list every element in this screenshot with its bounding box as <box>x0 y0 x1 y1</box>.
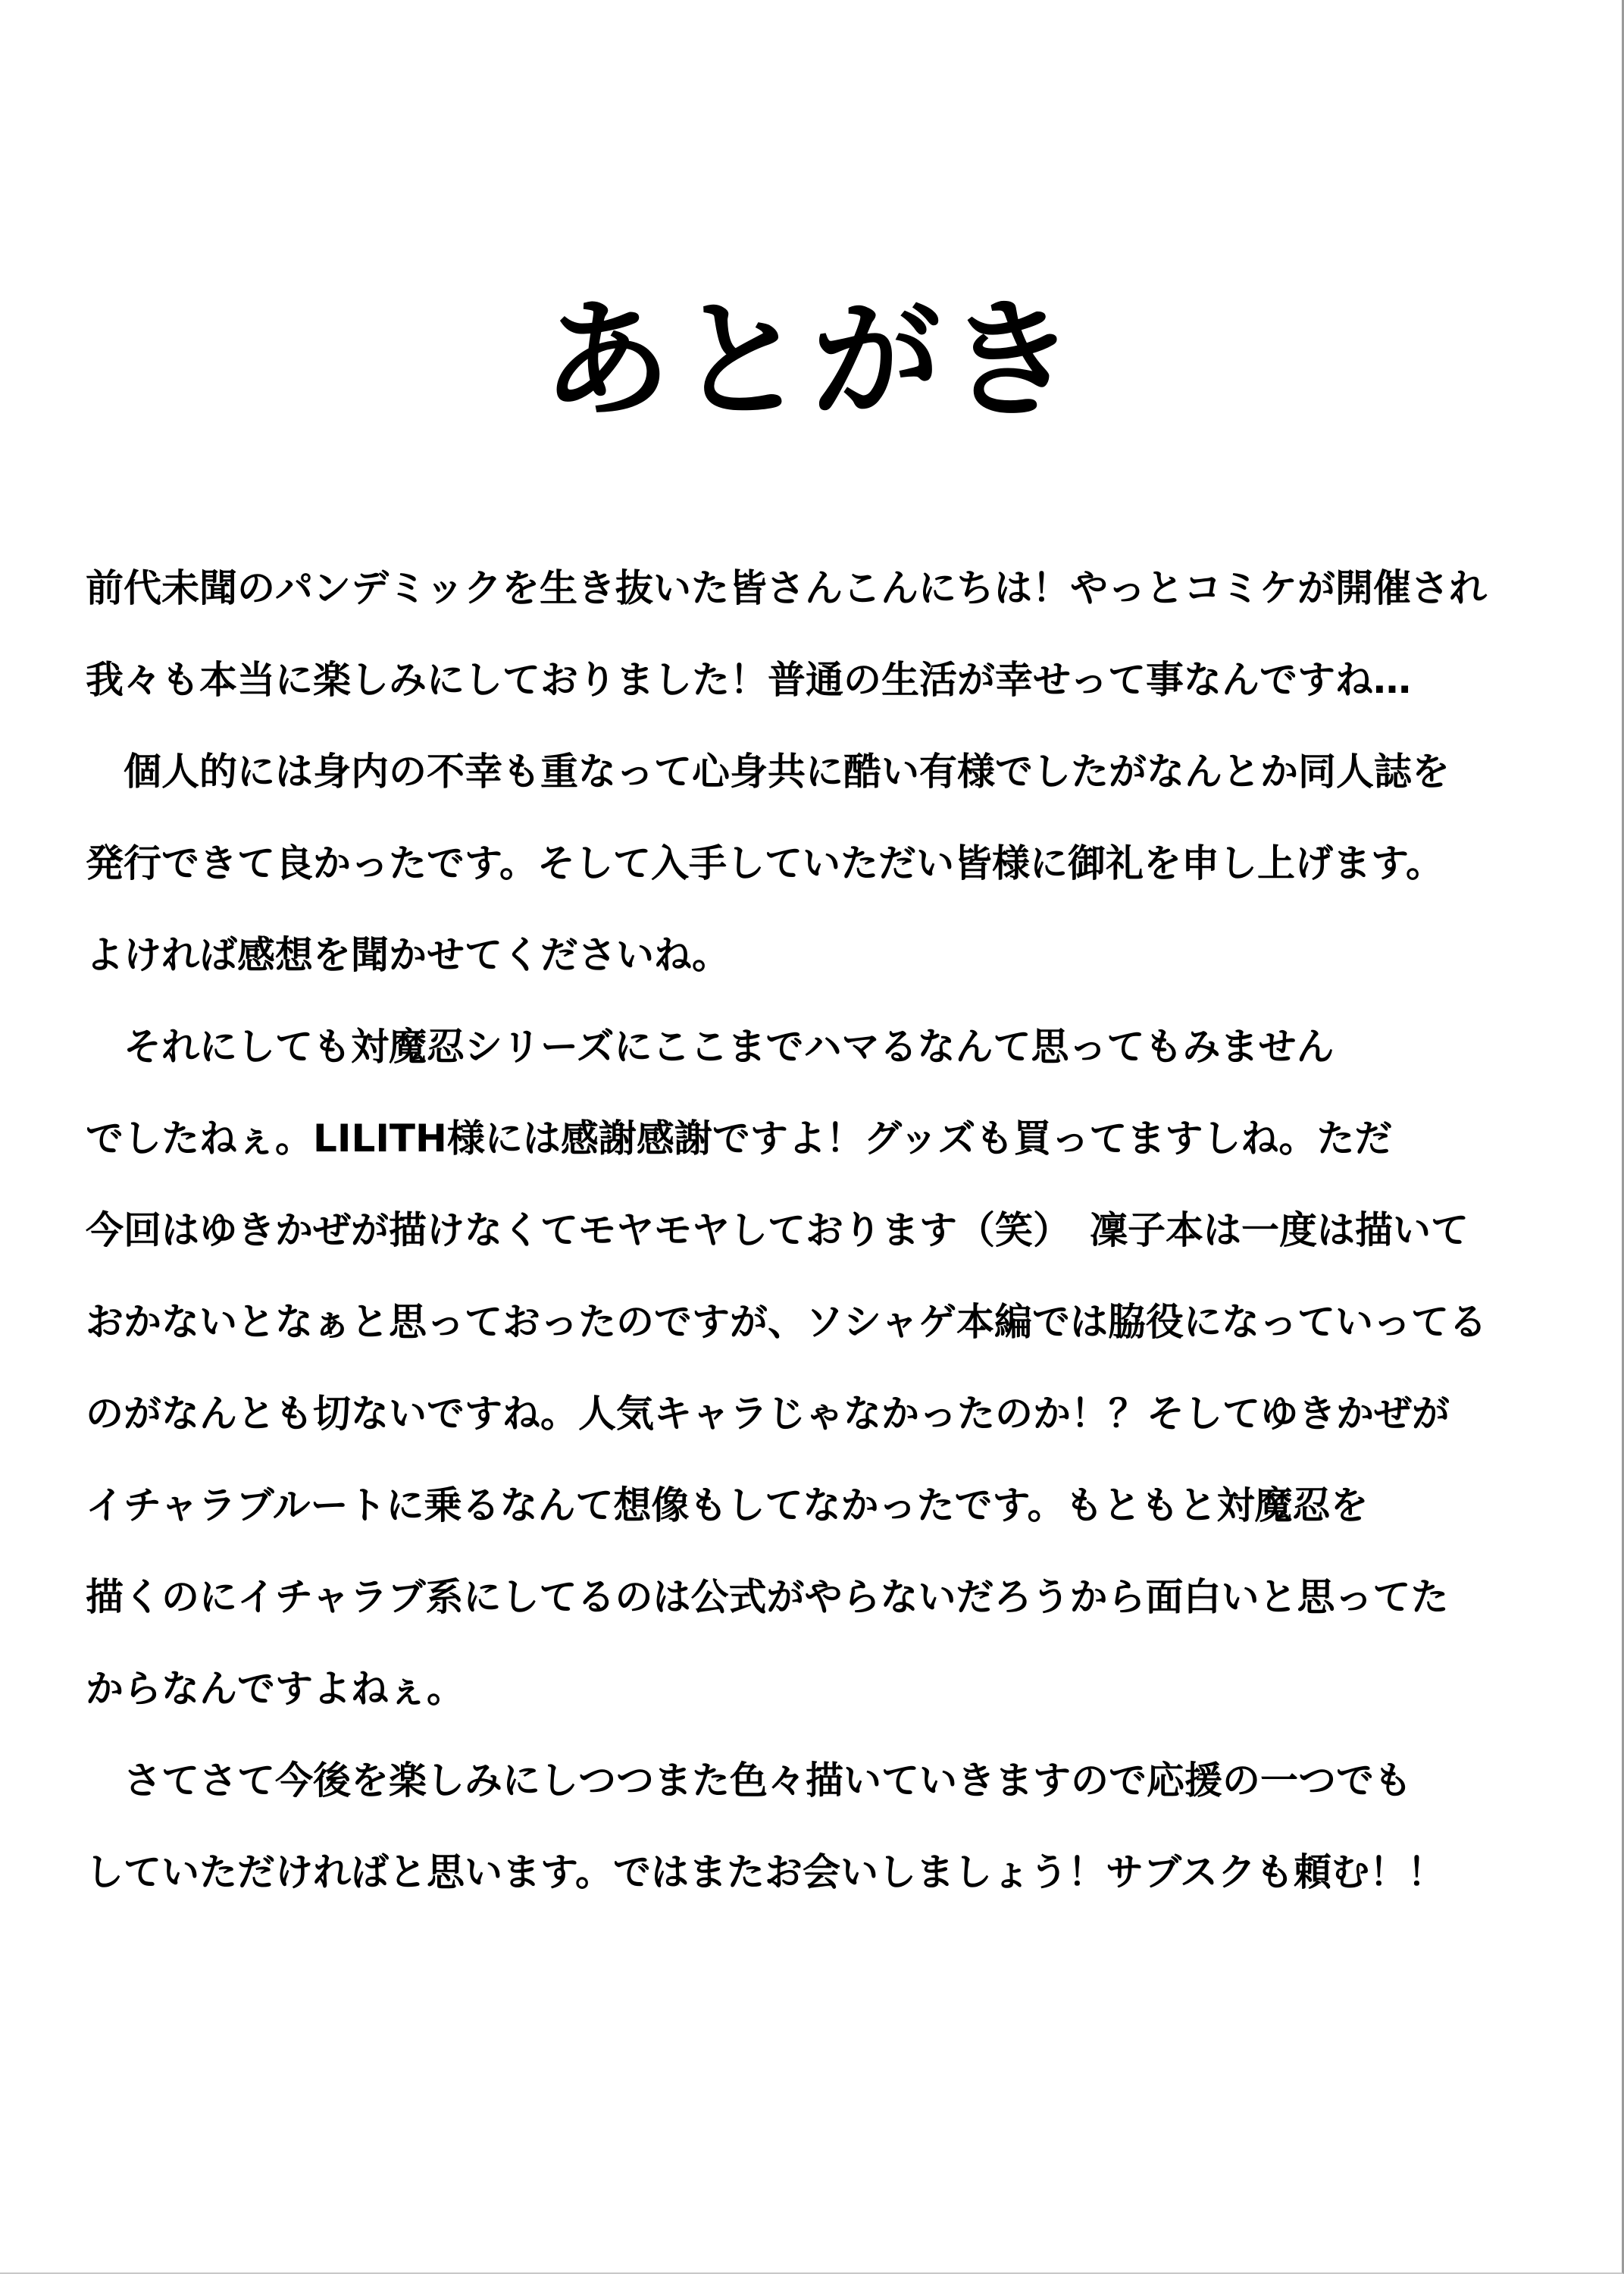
text-line: 今回はゆきかぜが描けなくてモヤモヤしております（笑） 凜子本は一度は描いて <box>86 1208 1469 1252</box>
text-line: でしたねぇ。LILITH様には感謝感謝ですよ！グッズも買ってますしね。ただ <box>86 1117 1393 1160</box>
afterword-body <box>86 563 1548 1939</box>
text-line: それにしても対魔忍シリーズにここまでハマるなんて思ってもみません <box>86 1025 1335 1069</box>
text-line: 我々も本当に楽しみにしておりました！普通の生活が幸せって事なんですね… <box>86 658 1411 702</box>
text-line: おかないとなぁと思っておったのですが、ソシャゲ本編では脇役になっていってる <box>86 1300 1487 1344</box>
text-line: からなんですよねぇ。 <box>86 1667 465 1711</box>
text-line: 前代未聞のパンデミックを生き抜いた皆さんこんにちは！やっとコミケが開催され <box>86 566 1487 610</box>
text-line: していただければと思います。ではまたお会いしましょう！サブスクも頼む！！ <box>86 1850 1445 1894</box>
text-line: 個人的には身内の不幸も重なって心身共に酷い有様でしたがなんとか同人誌を <box>86 750 1450 794</box>
text-line: 発行できて良かったです。そして入手していただい皆様に御礼を申し上げます。 <box>86 841 1444 885</box>
text-line: のがなんとも切ないですね。人気キャラじゃなかったのか！？そしてゆきかぜが <box>86 1392 1450 1436</box>
page-title: あとがき <box>542 284 1082 436</box>
text-line: さてさて今後を楽しみにしつつまた色々描いていきますので応援の一つでも <box>86 1759 1412 1803</box>
text-line: イチャラブルートに乗るなんて想像もしてなかったです。もともと対魔忍を <box>86 1483 1369 1527</box>
text-line: よければ感想を聞かせてくださいね。 <box>86 933 730 977</box>
text-line: 描くのにイチャラブ系にしてるのは公式がやらないだろうから面白いと思ってた <box>86 1575 1449 1619</box>
